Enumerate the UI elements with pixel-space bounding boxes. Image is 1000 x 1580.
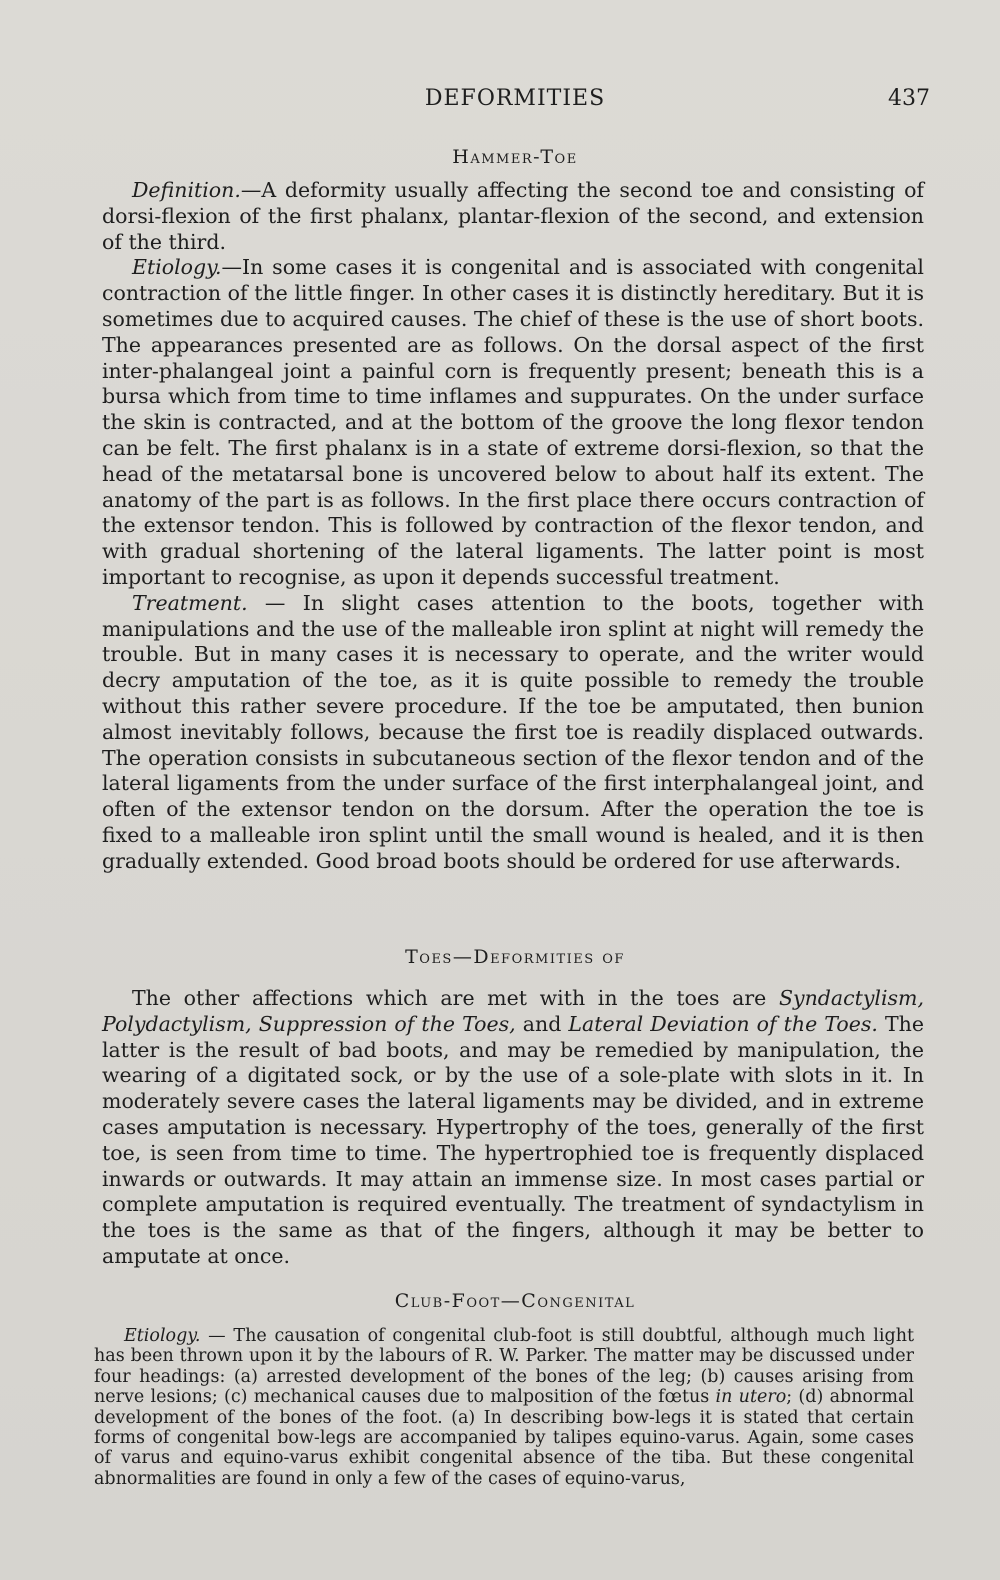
hammer-toe-body [102,178,924,875]
running-title: DEFORMITIES [424,86,606,111]
page-number: 437 [888,86,930,111]
toes-paragraph [102,986,924,1270]
section-heading-club-foot: Club-Foot—Congenital [394,1290,636,1312]
treatment-text: — In slight cases attention to the boots, together with manipulations and the use of the malleable iron splint at night will remedy the trouble. But in many cases it is necessary to operate, and the writer would decry amputation of the toe, as it is quite possible to remedy the trouble without this rather severe procedure. If the toe be amputated, then bunion almost inevitably follows, because the first toe is readily displaced outwards. The operation consists in subcutaneous section of the flexor tendon and of the lateral ligaments from the under surface of the first interphalangeal joint, and often of the extensor tendon on the dorsum. After the operation the toe is fixed to a malleable iron splint until the small wound is healed, and it is then gradually extended. Good broad boots should be ordered for use afterwards. [102,590,924,873]
definition-paragraph [102,178,924,255]
etiology-lead: Etiology. [132,255,222,280]
club-foot-text-part-2: ; (d) abnormal development of the bones of the foot. (a) In describing bow-legs it is stated that certain forms of congenital bow-legs are accompanied by talipes equino-varus. Again, some cases of varus and equino-varus exhibit congenital absence of the tiba. But these congenital abnormalities are found in only a few of the cases of equino-varus, [94,1387,915,1489]
etiology-paragraph [102,255,924,590]
toes-affections-list: Syndactylism, Polydactylism, Suppression of the Toes, [102,986,924,1036]
club-foot-etiology-paragraph [94,1326,914,1489]
definition-text: —A deformity usually affecting the second toe and consisting of dorsi-flexion of the first phalanx, plantar-flexion of the second, and extension of the third. [102,178,924,254]
club-foot-etiology-lead: Etiology. [124,1326,201,1346]
club-foot-body [94,1326,914,1489]
toes-connector: and [515,1011,569,1036]
treatment-paragraph [102,591,924,875]
in-utero-italic: in utero [715,1387,787,1408]
toes-text: The latter is the result of bad boots, and may be remedied by manipulation, the wearing of a digitated sock, or by the use of a sole-plate with slots in it. In moderately severe cases the lateral ligaments may be divided, and in extreme cases amputation is necessary. Hypertrophy of the toes, generally of the first toe, is seen from time to time. The hypertrophied toe is frequently displaced inwards or outwards. It may attain an immense size. In most cases partial or complete amputation is required eventually. The treatment of syndactylism in the toes is the same as that of the fingers, although it may be better to amputate at once. [102,1011,924,1268]
etiology-text: —In some cases it is congenital and is associated with congenital contraction of the little finger. In other cases it is distinctly hereditary. But it is sometimes due to acquired causes. The chief of these is the use of short boots. The appearances presented are as follows. On the dorsal aspect of the first inter-phalangeal joint a painful corn is frequently present; beneath this is a bursa which from time to time inflames and suppurates. On the under surface the skin is contracted, and at the bottom of the groove the long flexor tendon can be felt. The first phalanx is in a state of extreme dorsi-flexion, so that the head of the metatarsal bone is uncovered below to about half its extent. The anatomy of the part is as follows. In the first place there occurs contraction of the extensor tendon. This is followed by contraction of the flexor tendon, and with gradual shortening of the lateral ligaments. The latter point is most important to recognise, as upon it depends successful treatment. [102,255,924,589]
definition-lead: Definition. [132,178,241,202]
club-foot-text-part-1: — The causation of congenital club-foot is still doubtful, although much light has been thrown upon it by the labours of R. W. Parker. The matter may be discussed under four headings: (a) arrested development of the bones of the leg; (b) causes arising from nerve lesions; (c) mechanical causes due to malposition of the fœtus [94,1326,914,1408]
toes-intro: The other affections which are met with in the toes are [132,986,779,1010]
section-heading-hammer-toe: Hammer-Toe [452,146,578,168]
running-header [100,86,930,118]
section-heading-toes-deformities: Toes—Deformities of [405,946,625,968]
toes-lateral-deviation: Lateral Deviation of the Toes. [568,1011,878,1036]
toes-deformities-body [102,986,924,1270]
treatment-lead: Treatment. [132,590,248,615]
